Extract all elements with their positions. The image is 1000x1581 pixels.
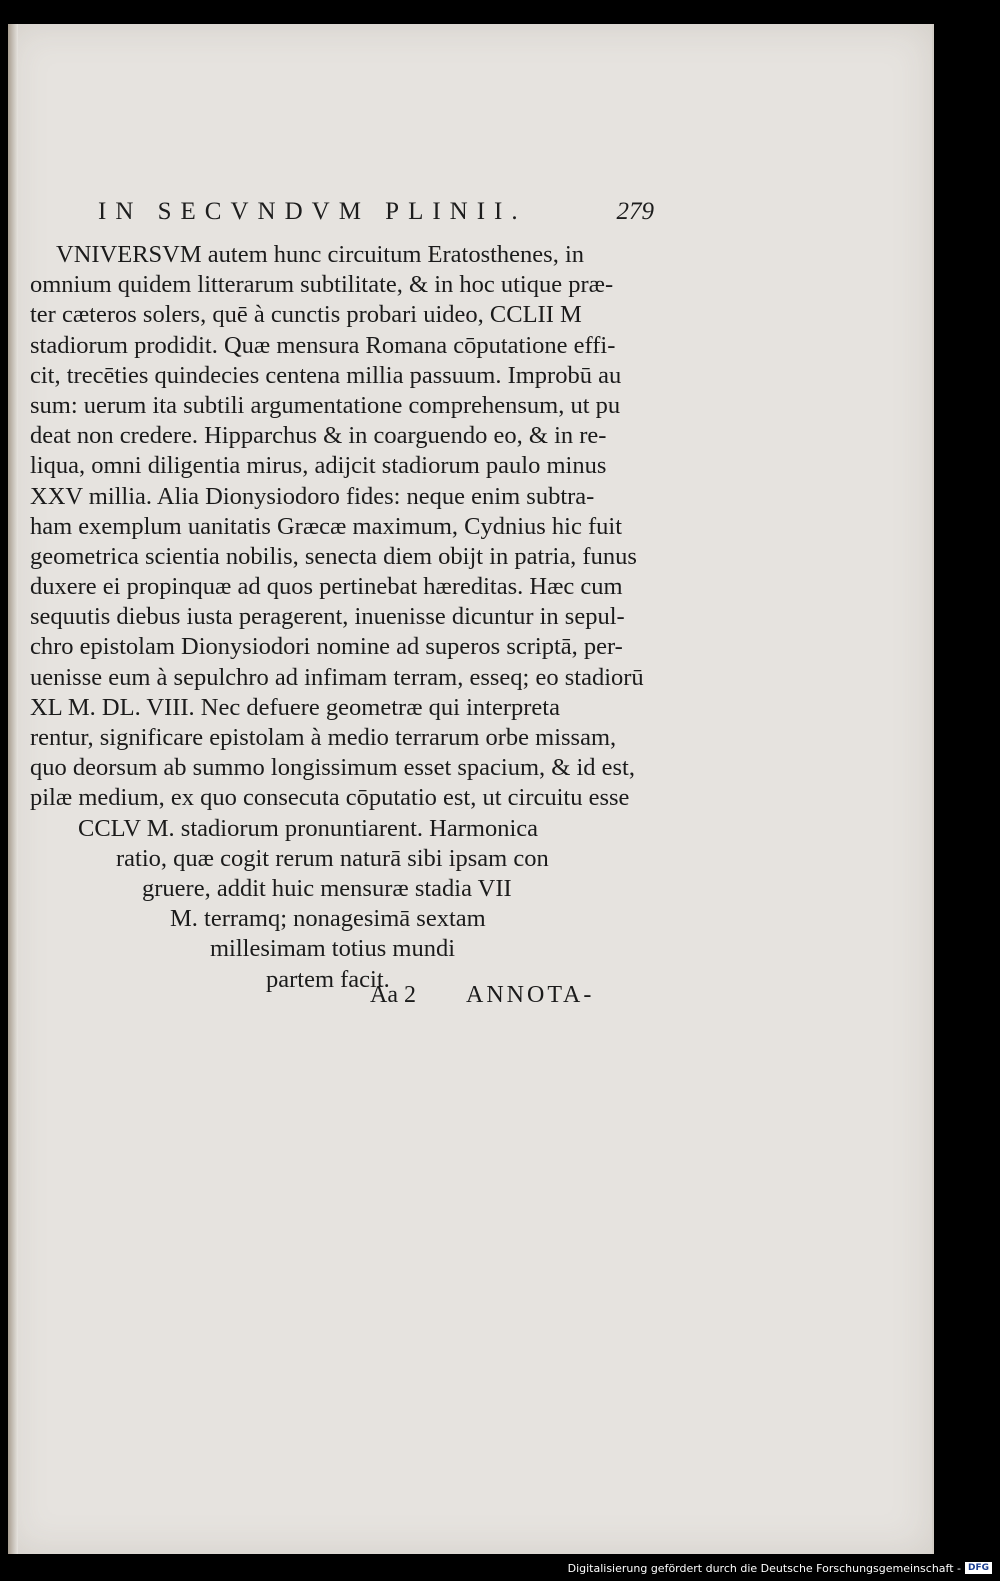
signature-catchword-line (370, 982, 670, 1016)
catchword: ANNOTA- (465, 982, 595, 1008)
digitization-credit (568, 1559, 992, 1577)
text-line: ratio, quæ cogit rerum naturā sibi ipsam con (116, 844, 549, 872)
text-line: uenisse eum à sepulchro ad infimam terram, esseq; eo stadiorū (30, 663, 644, 691)
dfg-logo-icon: DFG (965, 1562, 992, 1574)
text-line: M. terramq; nonagesimā sextam (170, 905, 486, 933)
text-line: XXV millia. Alia Dionysiodoro fides: neque enim subtra- (30, 482, 595, 510)
text-line: stadiorum prodidit. Quæ mensura Romana cōputatione effi- (30, 331, 616, 359)
text-line: gruere, addit huic mensuræ stadia VII (142, 874, 512, 902)
text-line: omnium quidem litterarum subtilitate, & in hoc utique præ- (30, 271, 614, 299)
signature-mark: Aa 2 (370, 982, 416, 1008)
page-number: 279 (616, 198, 654, 225)
text-line: duxere ei propinquæ ad quos pertinebat hæreditas. Hæc cum (30, 573, 623, 601)
running-head: IN SECVNDVM PLINII. (98, 198, 527, 225)
text-line: cit, trecēties quindecies centena millia passuum. Improbū au (30, 361, 622, 389)
text-line: liqua, omni diligentia mirus, adijcit stadiorum paulo minus (30, 452, 607, 480)
text-line: VNIVERSVM autem hunc circuitum Eratosthenes, in (56, 241, 585, 268)
body-text (30, 240, 650, 995)
text-line: sequutis diebus iusta peragerent, inuenisse dicuntur in sepul- (30, 603, 625, 631)
text-line: CCLV M. stadiorum pronuntiarent. Harmonica (78, 814, 538, 842)
credit-text: Digitalisierung gefördert durch die Deutsche Forschungsgemeinschaft - (567, 1561, 961, 1575)
text-line: pilæ medium, ex quo consecuta cōputatio est, ut circuitu esse (30, 784, 630, 812)
text-line: XL M. DL. VIII. Nec defuere geometræ qui interpreta (30, 693, 560, 721)
text-line: sum: uerum ita subtili argumentatione comprehensum, ut pu (30, 391, 621, 419)
text-line: ter cæteros solers, quē à cunctis probari uideo, CCLII M (30, 301, 582, 329)
text-line: deat non credere. Hipparchus & in coarguendo eo, & in re- (30, 422, 607, 450)
text-line: partem facit. (266, 965, 390, 993)
text-line: ham exemplum uanitatis Græcæ maximum, Cydnius hic fuit (30, 512, 623, 540)
page-header (98, 192, 658, 232)
page-spine-shadow (8, 24, 18, 1554)
text-line: chro epistolam Dionysiodori nomine ad superos scriptā, per- (30, 633, 623, 661)
text-line: rentur, significare epistolam à medio terrarum orbe missam, (30, 724, 617, 751)
text-line: quo deorsum ab summo longissimum esset spacium, & id est, (30, 754, 635, 782)
book-page (8, 24, 934, 1554)
text-line: millesimam totius mundi (210, 935, 455, 963)
text-line: geometrica scientia nobilis, senecta diem obijt in patria, funus (30, 542, 637, 570)
